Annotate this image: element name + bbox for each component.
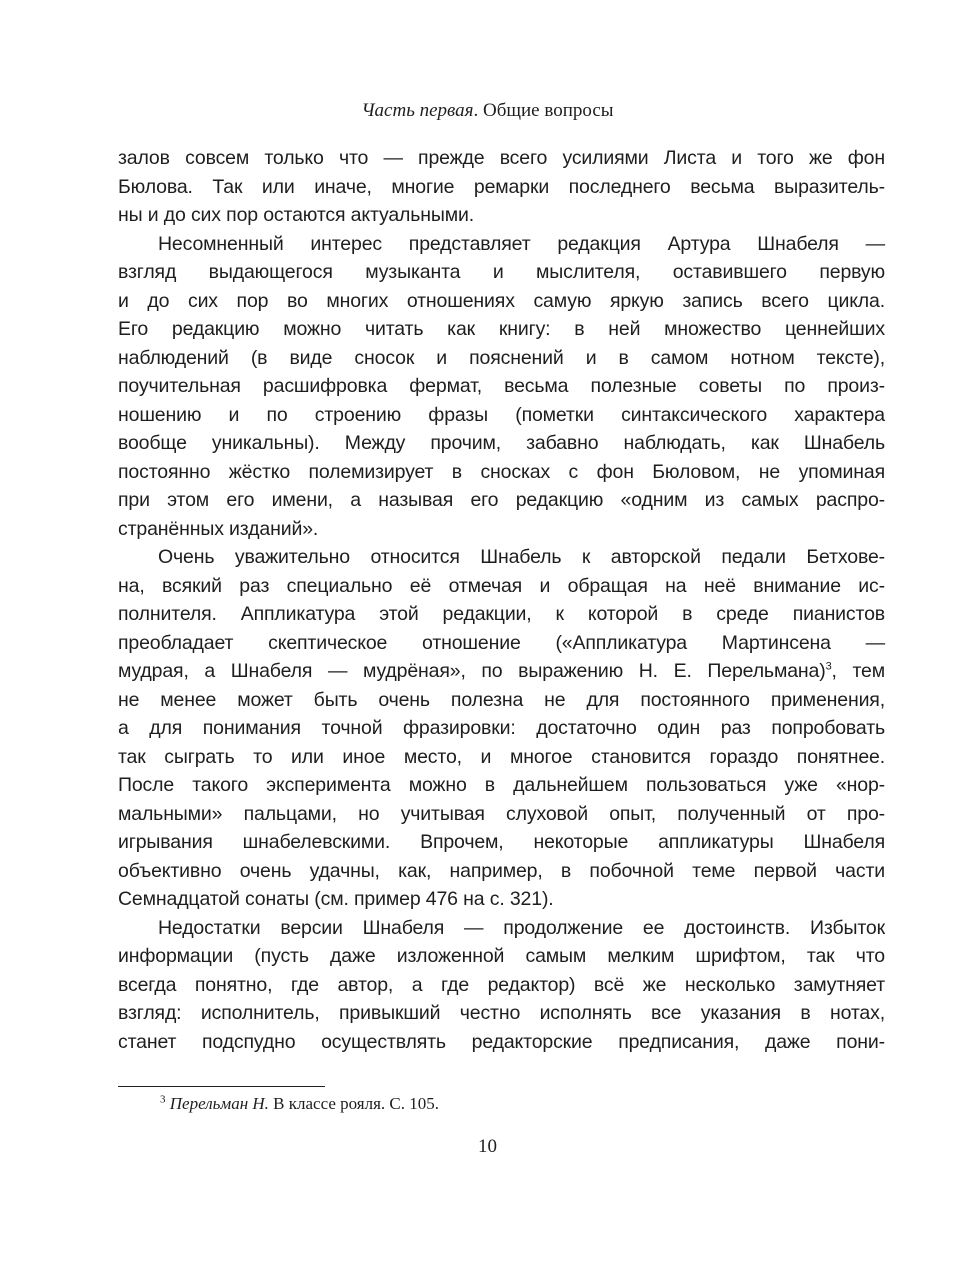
text-line bbox=[118, 315, 885, 344]
text-line bbox=[118, 572, 885, 601]
line-text: ны и до сих пор остаются актуальными. bbox=[118, 204, 475, 226]
line-text: залов совсем только что — прежде всего усилиями Листа и того же фон bbox=[118, 147, 885, 169]
text-line bbox=[118, 857, 885, 886]
text-line bbox=[118, 971, 885, 1000]
text-line bbox=[118, 144, 885, 173]
text-line bbox=[118, 287, 885, 316]
line-text: станет подспудно осуществлять редакторские предписания, даже пони- bbox=[118, 1030, 885, 1053]
line-text: Семнадцатой сонаты (см. пример 476 на с. 321). bbox=[118, 888, 554, 910]
text-line bbox=[118, 230, 885, 259]
line-text: полнителя. Аппликатура этой редакции, к которой в среде пианистов bbox=[118, 603, 885, 625]
line-text: наблюдений (в виде сносок и пояснений и в самом нотном тексте), bbox=[118, 346, 885, 369]
line-text: вообще уникальны). Между прочим, забавно наблюдать, как Шнабель bbox=[118, 432, 885, 454]
line-text: всегда понятно, где автор, а где редактор) всё же несколько замутняет bbox=[118, 973, 885, 996]
text-line bbox=[118, 800, 885, 829]
body-text bbox=[118, 144, 885, 1056]
text-line bbox=[118, 401, 885, 430]
text-line bbox=[118, 828, 885, 857]
text-line bbox=[118, 629, 885, 658]
line-text: объективно очень удачны, как, например, в побочной теме первой части bbox=[118, 859, 885, 882]
footnote-reference[interactable]: 3 bbox=[825, 660, 832, 673]
line-text: После такого эксперимента можно в дальнейшем пользоваться уже «нор- bbox=[118, 774, 885, 796]
text-line bbox=[118, 914, 885, 943]
text-line bbox=[118, 714, 885, 743]
line-text: странённых изданий». bbox=[118, 517, 319, 540]
text-line bbox=[118, 543, 885, 572]
header-part: Часть первая bbox=[361, 100, 474, 121]
text-line bbox=[118, 344, 885, 373]
footnote bbox=[160, 1094, 439, 1114]
text-line bbox=[118, 743, 885, 772]
text-line bbox=[118, 173, 885, 202]
line-text: Бюлова. Так или иначе, многие ремарки последнего весьма выразитель- bbox=[118, 175, 885, 198]
text-line bbox=[118, 486, 885, 515]
line-text: на, всякий раз специально её отмечая и обращая на неё внимание ис- bbox=[118, 574, 885, 597]
line-text: информации (пусть даже изложенной самым мелким шрифтом, так что bbox=[118, 945, 885, 967]
footnote-mark: 3 bbox=[160, 1093, 166, 1106]
line-text: взгляд выдающегося музыканта и мыслителя, оставившего первую bbox=[118, 261, 885, 283]
line-text: Недостатки версии Шнабеля — продолжение ее достоинств. Избыток bbox=[158, 916, 885, 939]
line-text: Очень уважительно относится Шнабель к авторской педали Бетхове- bbox=[158, 546, 885, 568]
line-text: и до сих пор во многих отношениях самую яркую запись всего цикла. bbox=[118, 289, 885, 312]
text-line bbox=[118, 686, 885, 715]
line-text: поучительная расшифровка фермат, весьма полезные советы по произ- bbox=[118, 375, 885, 397]
running-header bbox=[0, 100, 975, 122]
text-line bbox=[118, 372, 885, 401]
text-line bbox=[118, 600, 885, 629]
footnote-divider bbox=[118, 1086, 325, 1087]
line-text: игрывания шнабелевскими. Впрочем, некоторые аппликатуры Шнабеля bbox=[118, 831, 885, 853]
line-text: мальными» пальцами, но учитывая слуховой опыт, полученный от про- bbox=[118, 802, 885, 825]
line-text: Его редакцию можно читать как книгу: в ней множество ценнейших bbox=[118, 318, 885, 340]
footnote-text: В классе рояля. С. 105. bbox=[268, 1094, 440, 1113]
text-line bbox=[118, 1028, 885, 1057]
line-text: преобладает скептическое отношение («Аппликатура Мартинсена — bbox=[118, 631, 885, 654]
text-line bbox=[118, 258, 885, 287]
line-text: Несомненный интерес представляет редакция Артура Шнабеля — bbox=[158, 232, 885, 255]
line-text: ношению и по строению фразы (пометки синтаксического характера bbox=[118, 403, 885, 426]
line-text: постоянно жёстко полемизирует в сносках с фон Бюловом, не упоминая bbox=[118, 460, 885, 483]
text-line bbox=[118, 942, 885, 971]
line-text: не менее может быть очень полезна не для постоянного применения, bbox=[118, 688, 885, 711]
line-text: а для понимания точной фразировки: достаточно один раз попробовать bbox=[118, 717, 885, 739]
text-line bbox=[118, 458, 885, 487]
header-title: . Общие вопросы bbox=[473, 100, 614, 121]
page-number: 10 bbox=[478, 1136, 497, 1157]
line-text-continued: , тем bbox=[831, 660, 885, 682]
text-line bbox=[118, 515, 885, 544]
text-line bbox=[118, 771, 885, 800]
text-line bbox=[118, 429, 885, 458]
line-text: так сыграть то или иное место, и многое становится гораздо понятнее. bbox=[118, 745, 885, 768]
text-line bbox=[118, 201, 885, 230]
text-line bbox=[118, 999, 885, 1028]
footnote-author: Перельман Н. bbox=[169, 1094, 269, 1113]
line-text: мудрая, а Шнабеля — мудрёная», по выражению Н. Е. Перельмана) bbox=[118, 660, 826, 682]
line-text: взгляд: исполнитель, привыкший честно исполнять все указания в нотах, bbox=[118, 1002, 885, 1024]
line-text: при этом его имени, а называя его редакцию «одним из самых распро- bbox=[118, 489, 885, 511]
text-line bbox=[118, 885, 885, 914]
text-line bbox=[118, 657, 885, 686]
